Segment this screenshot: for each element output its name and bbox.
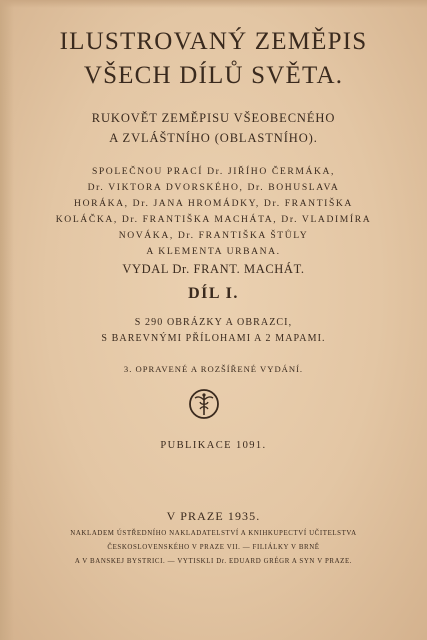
- publisher-line-3: A V BANSKEJ BYSTRICI. — VYTISKLI Dr. EDUARD GRÉGR A SYN V PRAZE.: [74, 558, 353, 565]
- editor-line: VYDAL Dr. FRANT. MACHÁT.: [122, 262, 305, 276]
- contributors-line-5: NOVÁKA, Dr. FRANTIŠKA ŠTŮLY: [118, 230, 309, 241]
- title-line-1: ILUSTROVANÝ ZEMĚPIS: [59, 28, 368, 55]
- illustrations-line-1: S 290 OBRÁZKY A OBRAZCI,: [134, 317, 293, 328]
- contributors-line-4: KOLÁČKA, Dr. FRANTIŠKA MACHÁTA, Dr. VLADIMÍRA: [55, 214, 372, 225]
- publisher-line-1: NAKLADEM ÚSTŘEDNÍHO NAKLADATELSTVÍ A KNIHKUPECTVÍ UČITELSTVA: [70, 530, 357, 537]
- contributors-line-6: A KLEMENTA URBANA.: [146, 246, 281, 257]
- contributors-line-1: SPOLEČNOU PRACÍ Dr. JIŘÍHO ČERMÁKA,: [91, 166, 336, 177]
- illustrations-line-2: S BAREVNÝMI PŘÍLOHAMI A 2 MAPAMI.: [101, 333, 326, 344]
- publisher-emblem-icon: [188, 388, 220, 420]
- place-and-year: V PRAZE 1935.: [166, 509, 261, 523]
- title-line-2: VŠECH DÍLŮ SVĚTA.: [83, 62, 344, 89]
- page-top-shadow: [0, 0, 427, 8]
- volume-label: DÍL I.: [188, 285, 239, 302]
- contributors-line-2: Dr. VIKTORA DVORSKÉHO, Dr. BOHUSLAVA: [87, 182, 340, 193]
- edition-line: 3. OPRAVENÉ A ROZŠÍŘENÉ VYDÁNÍ.: [123, 364, 304, 374]
- subtitle-line-2: A ZVLÁŠTNÍHO (OBLASTNÍHO).: [109, 131, 318, 145]
- contributors-line-3: HORÁKA, Dr. JANA HROMÁDKY, Dr. FRANTIŠKA: [74, 198, 353, 209]
- publication-number: PUBLIKACE 1091.: [160, 440, 267, 451]
- subtitle-line-1: RUKOVĚT ZEMĚPISU VŠEOBECNÉHO: [91, 111, 336, 125]
- publisher-line-2: ČESKOSLOVENSKÉHO V PRAZE VII. — FILIÁLKY V BRNĚ: [107, 544, 320, 551]
